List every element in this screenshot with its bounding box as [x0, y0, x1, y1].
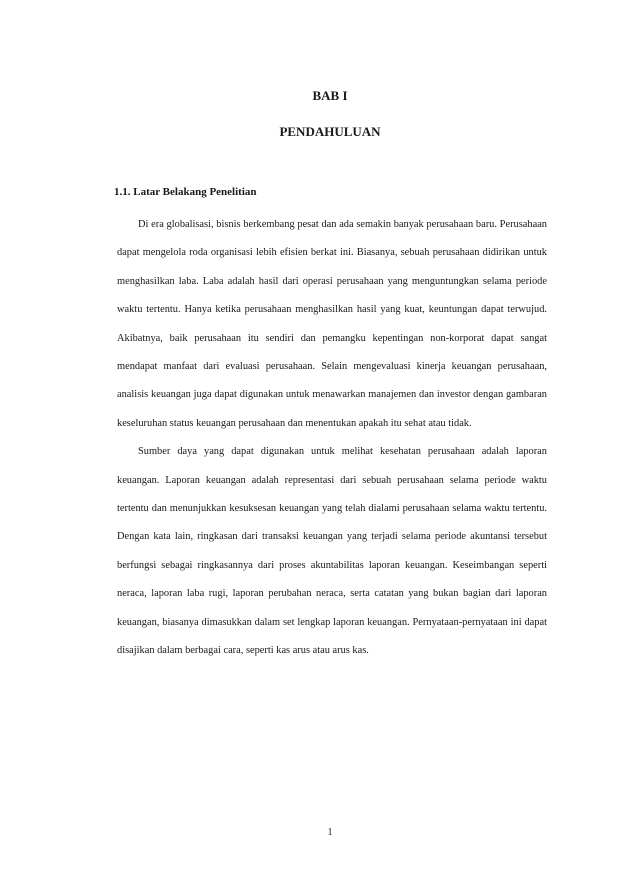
- body-text: [117, 211, 547, 666]
- paragraph-2: Sumber daya yang dapat digunakan untuk melihat kesehatan perusahaan adalah laporan keuangan. Laporan keuangan adalah representasi dari sebuah perusahaan selama periode waktu tertentu dan menunjukkan kesuksesan keuangan yang telah dialami perusahaan selama waktu tertentu. Dengan kata lain, ringkasan dari transaksi keuangan yang terjadi selama periode akuntansi tersebut berfungsi sebagai ringkasannya dari proses akuntabilitas laporan keuangan. Keseimbangan seperti neraca, laporan laba rugi, laporan perubahan neraca, serta catatan yang bukan bagian dari laporan keuangan, biasanya dimasukkan dalam set lengkap laporan keuangan. Pernyataan-pernyataan ini dapat disajikan dalam berbagai cara, seperti kas arus atau arus kas.: [117, 446, 547, 657]
- page-number: 1: [327, 827, 333, 838]
- paragraph-1: Di era globalisasi, bisnis berkembang pesat dan ada semakin banyak perusahaan baru. Perusahaan dapat mengelola roda organisasi lebih efisien berkat ini. Biasanya, sebuah perusahaan didirikan untuk menghasilkan laba. Laba adalah hasil dari operasi perusahaan yang menguntungkan selama periode waktu tertentu. Hanya ketika perusahaan menghasilkan hasil yang kuat, keuntungan dapat terwujud. Akibatnya, baik perusahaan itu sendiri dan pemangku kepentingan non-korporat dapat sangat mendapat manfaat dari evaluasi perusahaan. Selain mengevaluasi kinerja keuangan perusahaan, analisis keuangan juga dapat digunakan untuk menawarkan manajemen dan investor dengan gambaran keseluruhan status keuangan perusahaan dan menentukan apakah itu sehat atau tidak.: [117, 219, 547, 429]
- chapter-number: BAB I: [312, 88, 348, 103]
- section-heading: 1.1. Latar Belakang Penelitian: [114, 186, 257, 198]
- chapter-title: PENDAHULUAN: [279, 124, 381, 139]
